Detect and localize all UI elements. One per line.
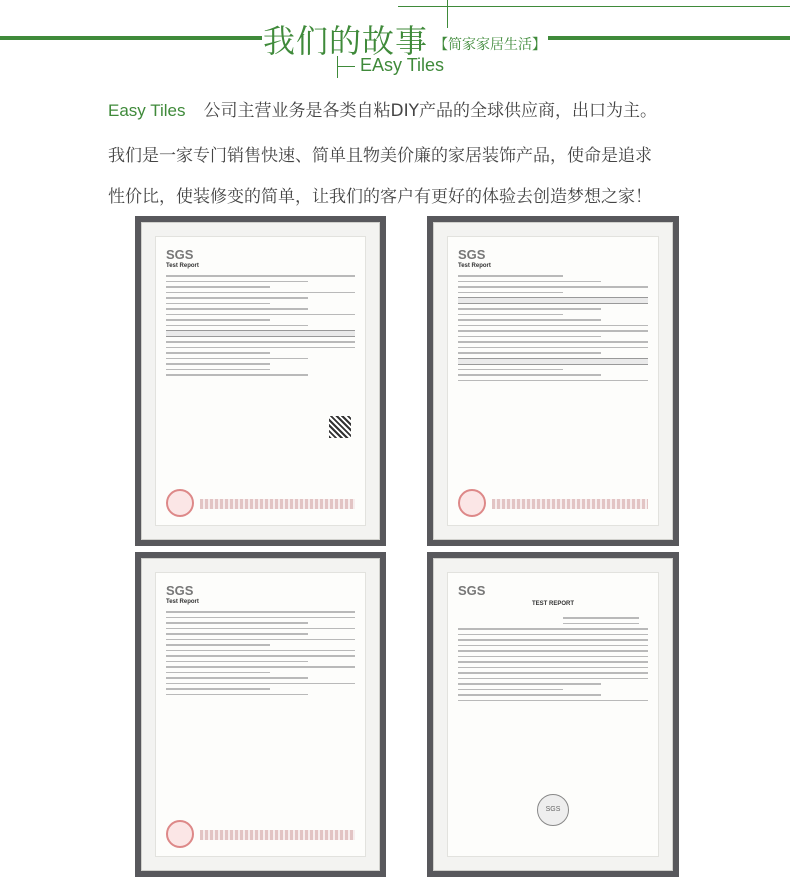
certificate-mat	[141, 222, 380, 540]
header-rule-right	[548, 36, 790, 40]
seal-icon	[166, 820, 194, 848]
certificate-body	[458, 617, 648, 808]
sgs-logo: SGS	[166, 247, 194, 262]
certificate-body	[458, 275, 648, 477]
intro-text-1: 公司主营业务是各类自粘DIY产品的全球供应商，出口为主。	[203, 101, 657, 121]
certificate-body	[166, 611, 355, 808]
brand-name: Easy Tiles	[108, 101, 186, 120]
intro-line-3: 性价比，使装修变的简单，让我们的客户有更好的体验去创造梦想之家！	[108, 187, 652, 207]
intro-line-2: 我们是一家专门销售快速、简单且物美价廉的家居装饰产品，使命是追求	[108, 146, 652, 166]
intro-line-1	[108, 96, 657, 121]
certificate-document	[447, 236, 659, 526]
certificate-frame-1	[135, 216, 386, 546]
certificate-body	[166, 275, 355, 477]
sgs-logo: SGS	[458, 247, 486, 262]
certificate-mat	[141, 558, 380, 871]
sgs-seal-icon: SGS	[537, 794, 569, 826]
certificate-frame-2	[427, 216, 679, 546]
certificate-document	[155, 572, 366, 857]
certificate-document	[155, 236, 366, 526]
seal-icon	[458, 489, 486, 517]
certificate-title: TEST REPORT	[531, 601, 574, 607]
page-subtitle: EAsy Tiles	[360, 55, 445, 75]
sgs-logo: SGS	[458, 583, 486, 598]
subtitle-rule	[337, 66, 355, 67]
stamp-strip	[200, 499, 355, 509]
header-rule-vertical	[447, 0, 448, 28]
sgs-logo: SGS	[166, 583, 194, 598]
certificate-frame-3	[135, 552, 386, 877]
qr-code-icon	[329, 416, 351, 438]
certificate-title: Test Report	[166, 599, 199, 605]
page-title: 我们的故事	[263, 22, 429, 60]
certificate-frame-4	[427, 552, 679, 877]
header-rule-top	[398, 6, 790, 7]
stamp-strip	[200, 830, 355, 840]
header-rule-left	[0, 36, 262, 40]
certificate-mat	[433, 558, 673, 871]
certificate-title: Test Report	[166, 263, 199, 269]
certificate-mat	[433, 222, 673, 540]
seal-icon	[166, 489, 194, 517]
certificate-title: Test Report	[458, 263, 491, 269]
certificate-document	[447, 572, 659, 857]
title-tag: 【简家家居生活】	[434, 37, 546, 53]
stamp-strip	[492, 499, 648, 509]
